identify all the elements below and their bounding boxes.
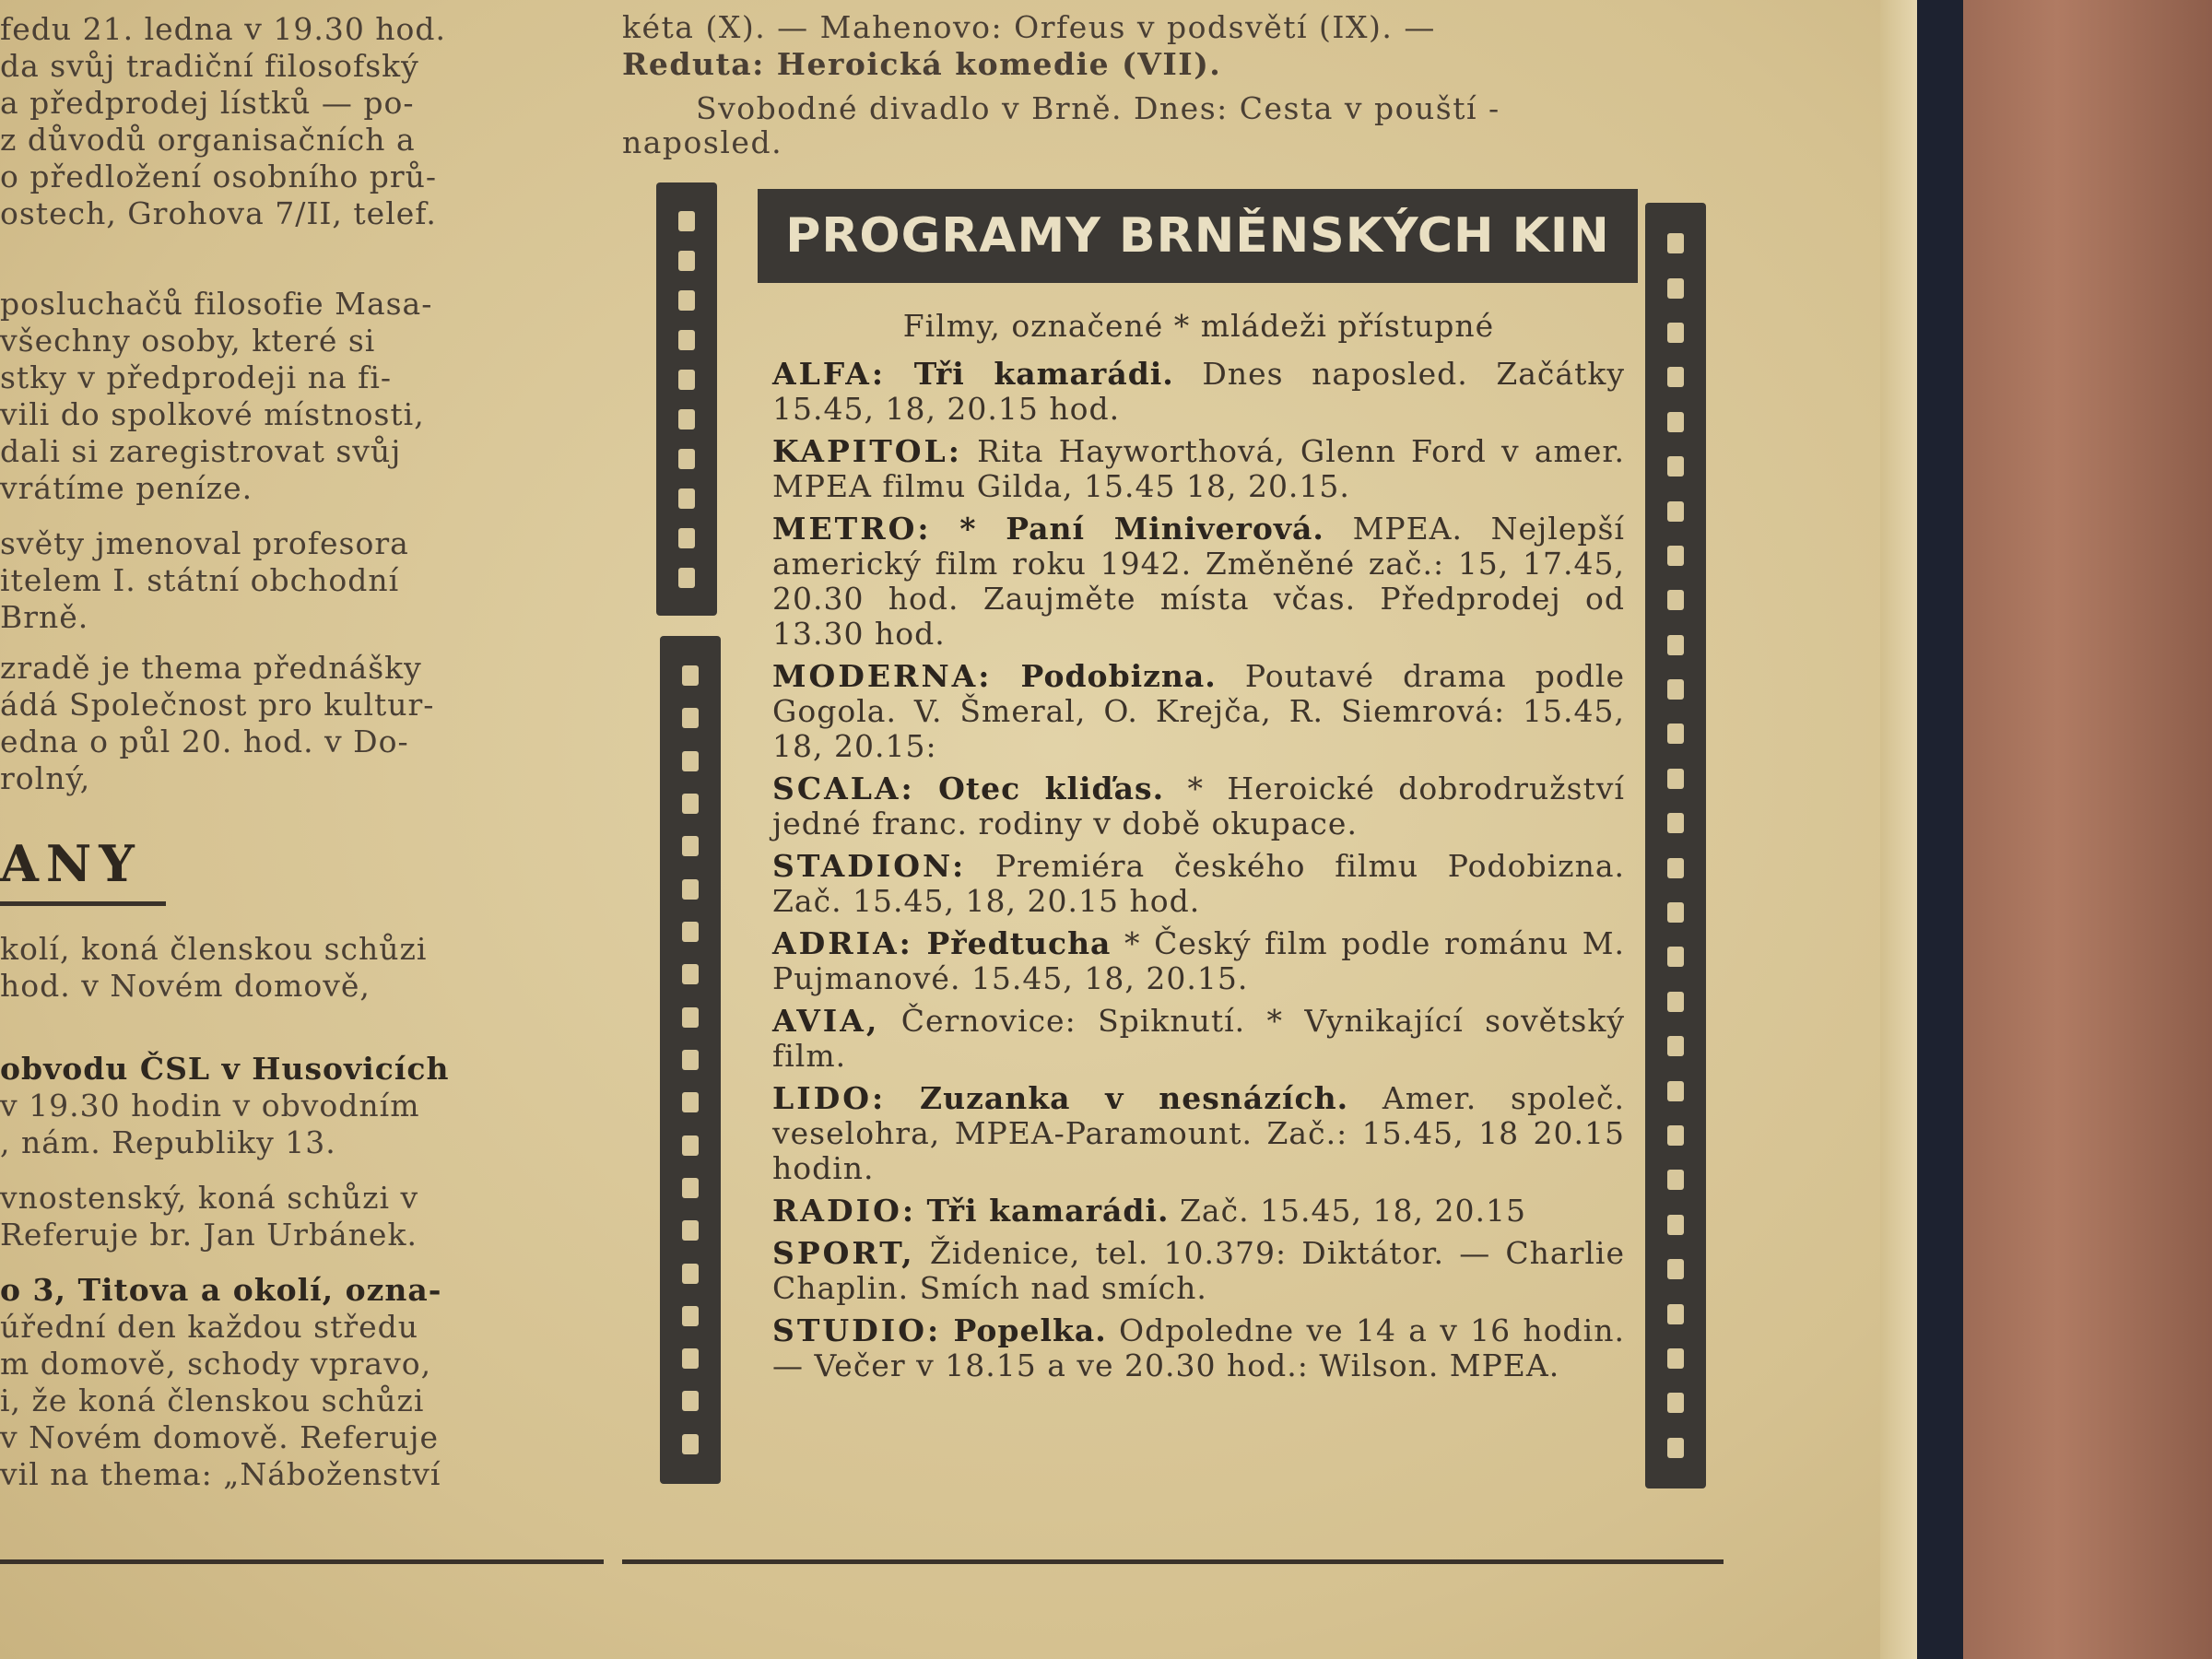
desk-background [1954,0,2212,1659]
showing-details: Rita Hayworthová, Glenn Ford v amer. MPEA filmu Gilda, 15.45 18, 20.15. [772,433,1625,504]
left-line: z důvodů organisačních a [0,122,416,158]
theatre-line: Reduta: Heroická komedie (VII). [622,46,1222,82]
left-line: posluchačů filosofie Masa- [0,286,433,322]
cinema-name: ALFA: [772,356,887,392]
left-line: fedu 21. ledna v 19.30 hod. [0,11,447,47]
film-title: Tři kamarádi. [926,1193,1170,1229]
film-title: Tři kamarádi. [913,356,1174,392]
film-title: * Paní Miniverová. [959,511,1324,547]
binder-strip [1912,0,1963,1659]
showing-details: * Heroické dobrodružství jedné franc. rodiny v době okupace. [772,771,1625,841]
left-line: stky v předprodeji na fi- [0,359,393,395]
showing-details: * Český film podle románu M. Pujmanové. 15.45, 18, 20.15. [772,925,1626,996]
left-line: obvodu ČSL v Husovicích [0,1051,450,1087]
cinema-entry [772,926,1625,996]
film-title: Předtucha [926,925,1112,961]
theatre-line: kéta (X). — Mahenovo: Orfeus v podsvětí (IX). — [622,9,1436,45]
film-strip-left-upper [656,182,717,616]
column-rule-right [622,1559,1724,1564]
left-line: zradě je thema přednášky [0,650,422,686]
left-line: světy jmenoval profesora [0,525,409,561]
film-title: Popelka. [953,1312,1107,1348]
left-line: Brně. [0,599,89,635]
cinema-banner: PROGRAMY BRNĚNSKÝCH KIN [758,189,1638,283]
left-line: vrátíme peníze. [0,470,253,506]
film-title: Zuzanka v nesnázích. [920,1080,1349,1116]
left-line: vili do spolkové místnosti, [0,396,425,432]
left-line: i, že koná členskou schůzi [0,1382,425,1418]
cinema-entry [772,659,1625,764]
left-line: da svůj tradiční filosofský [0,48,419,84]
cinema-entry [772,357,1625,427]
showing-details: MPEA. Nejlepší americký film roku 1942. Změněné zač.: 15, 17.45, 20.30 hod. Zaujměte místa včas. Předprodej od 13.30 hod. [772,511,1625,652]
left-line: edna o půl 20. hod. v Do- [0,724,409,759]
cinema-name: STADION: [772,848,967,884]
cinema-name: SPORT, [772,1235,915,1271]
left-line: úřední den každou středu [0,1309,419,1345]
cinema-name: AVIA, [772,1003,880,1039]
film-strip-left-lower [660,636,721,1484]
showing-details: Židenice, tel. 10.379: Diktátor. — Charlie Chaplin. Smích nad smích. [772,1235,1625,1306]
cinema-name: STUDIO: [772,1312,942,1348]
cinema-entry [772,1236,1625,1306]
cinema-name: SCALA: [772,771,915,806]
heading-rule [0,901,166,906]
cinema-entry [772,512,1625,652]
left-line: , nám. Republiky 13. [0,1124,336,1160]
left-line: itelem I. státní obchodní [0,562,400,598]
cinema-entry [772,1313,1625,1383]
left-line: ádá Společnost pro kultur- [0,687,435,723]
cinema-entry [772,771,1625,841]
cinema-entry [772,849,1625,919]
showing-details: Dnes naposled. Začátky 15.45, 18, 20.15 hod. [772,356,1625,427]
film-title: Podobizna. [1020,658,1217,694]
showing-details: Zač. 15.45, 18, 20.15 [1180,1193,1526,1229]
showing-details: Černovice: Spiknutí. * Vynikající sovětský film. [772,1003,1625,1074]
cinema-entry [772,1081,1625,1186]
left-line: hod. v Novém domově, [0,968,371,1004]
section-heading: ANY [0,834,142,893]
left-line: vil na thema: „Náboženství [0,1456,441,1492]
left-line: o předložení osobního prů- [0,159,438,194]
cinema-entry [772,1004,1625,1074]
left-line: ostech, Grohova 7/II, telef. [0,195,437,231]
left-line: kolí, koná členskou schůzi [0,931,428,967]
paper-edge [1880,0,1917,1659]
cinema-programme [772,309,1625,1391]
left-line: v 19.30 hodin v obvodním [0,1088,420,1124]
left-line: rolný, [0,760,91,796]
showing-details: Amer. společ. veselohra, MPEA-Paramount. Zač.: 15.45, 18 20.15 hodin. [772,1080,1626,1186]
cinema-name: LIDO: [772,1080,887,1116]
left-line: m domově, schody vpravo, [0,1346,432,1382]
theatre-line: naposled. [622,124,783,160]
column-rule-left [0,1559,604,1564]
audience-note: Filmy, označené * mládeži přístupné [902,308,1495,344]
showing-details: Odpoledne ve 14 a v 16 hodin. — Večer v 18.15 a ve 20.30 hod.: Wilson. MPEA. [772,1312,1625,1383]
cinema-name: RADIO: [772,1193,917,1229]
cinema-entry [772,1194,1625,1229]
left-line: vnostenský, koná schůzi v [0,1180,419,1216]
theatre-line: Svobodné divadlo v Brně. Dnes: Cesta v pouští - [696,90,1500,126]
cinema-entry [772,434,1625,504]
cinema-name: MODERNA: [772,658,993,694]
showing-details: Poutavé drama podle Gogola. V. Šmeral, O. Krejča, R. Siemrová: 15.45, 18, 20.15: [772,658,1625,764]
cinema-entries [772,357,1625,1383]
cinema-name: ADRIA: [772,925,913,961]
showing-details: Premiéra českého filmu Podobizna. Zač. 15.45, 18, 20.15 hod. [772,848,1625,919]
left-line: dali si zaregistrovat svůj [0,433,402,469]
left-line: a předprodej lístků — po- [0,85,415,121]
cinema-name: KAPITOL: [772,433,962,469]
left-line: o 3, Titova a okolí, ozna- [0,1272,442,1308]
left-line: Referuje br. Jan Urbánek. [0,1217,418,1253]
film-strip-right [1645,203,1706,1488]
left-column [0,0,599,1567]
film-title: Otec kliďas. [938,771,1165,806]
left-line: všechny osoby, které si [0,323,376,359]
left-line: v Novém domově. Referuje [0,1419,440,1455]
cinema-name: METRO: [772,511,932,547]
